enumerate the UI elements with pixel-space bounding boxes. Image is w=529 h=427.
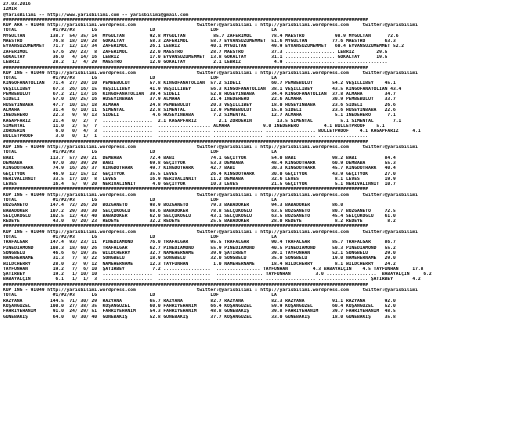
- section-separator: ####################################################################################################################################: [3, 224, 369, 230]
- column-header: TOTAL #1/#2/#3 LG LD LDF LA: [3, 293, 277, 299]
- runner-row: NERİVALİNNIT 33.5 17/ 10/ 8 LEVES 16.9 NERİVALİNNIT 11.2 DEMBABA 32.6 LEVES 8.1 LEVES 19.9: [3, 176, 396, 182]
- runner-row: GUNEBAKIŞ 64.0 0/ 30/ 40 GUNEBAKIŞ 52.8 GUNEBAKIŞ 37.7 KOŞANGUZEL 33.0 GUNEBAKIŞ 18.0 GUNEBAKIŞ 35.8: [3, 314, 396, 320]
- runner-row: SELÇUKOĞLU 102.5 12/ 43/ 40 BABADOKER 62.0 SELÇUKOĞLU 43.1 SELÇUKOĞLU 63.5 BOZGANETO 45.4 SELÇUKOĞLU 61.0: [3, 213, 396, 219]
- runner-row: LEVES 16.4 5/ 9/ 20 NERİVALİNNIT 4.0 GEÇİTYOK 10.3 LEVES 21.5 GEÇİTYOK 5.1 NERİVALİNNIT 10.7: [3, 182, 396, 188]
- runner-row: İNEDEHERO 22.3 9/ 9/ 13 SİDELİ 4.6 HÜSEYİNBABA 7.2 SİMENTAL 12.7 ALMAHA 5.1 İNEDEHERO 7.1: [3, 113, 396, 119]
- report-date: 27.03.2016: [3, 2, 31, 7]
- runner-row: REDEYE 43.0 0/ 20/ 23 REDEYE 32.2 REDEYE 25.5 BABADOKER 28.0 REDEYE 8.2 REDEYE 8.2: [3, 219, 396, 225]
- runner-row: GEÇİTYOK 46.9 12/ 15/ 12 GEÇİTYOK 35.5 LEVES 26.4 KINGDOTHARK 30.0 GEÇİTYOK 43.9 GEÇİTYOK 27.0: [3, 171, 396, 177]
- runner-row: WILDCHERRY 28.0 2/ 9/ 12 NAMEHERNAME 12.3 TAYFUNHAN 1.0 NAMEHERNAME 18.4 WILDCHERRY 8.1 WILDCHERRY 24.2: [3, 261, 396, 267]
- column-header: TOTAL #1/#2/#3 LG LD LDF LA: [3, 197, 277, 203]
- section-separator: ####################################################################################################################################: [3, 187, 369, 193]
- race-header: KUP ING - 91049 http://yarisbilimi.wordpress.com twitter:@yarisbilimi : http://yarisbilimi.wordpress.com twitter:@yarisbilimi: [3, 229, 418, 235]
- race-header: KUP ING - 91049 http://yarisbilimi.wordpress.com twitter:@yarisbilimi : http://yarisbilimi.wordpress.com twitter:@yarisbilimi: [3, 70, 418, 76]
- runner-row: ALMAHA 31.4 6/ 10/ 11 SİMENTAL 22.8 SİMENTAL 12.9 PEMBEBULUT 15.8 SİDELİ 23.6 HÜSEYİNBABA 22.6: [3, 107, 396, 113]
- runner-row: BABADOKER 107.2 29/ 30/ 30 SELÇUKOĞLU 68.6 BABADOKER 78.8 SELÇUKOĞLU 63.5 BOZGANETO 80.7 BOZGANETO 72.5: [3, 208, 396, 214]
- column-header: TOTAL #1/#2/#3 LG LD LDF LA: [3, 76, 277, 82]
- report-contact: @YarisBilimi -- http://www.yarisbilimi.com -- yarisbilimi@gmail.com: [3, 12, 189, 18]
- runner-row: KAGAPFARIZ 21.4 0/ 2/ 7 .................. 2.1 KAGAPFARIZ 2.1 ZORDERİN 13.5 SİMENTAL 5.1 SİMENTAL 7.1: [3, 118, 402, 124]
- runner-row: MYGULTAN 138.7 54/ 35/ 14 MYGULTAN 92.8 MYGULTAN 85.7 ZAFERİMOL 78.4 MAESTRO 98.9 MYGULTAN 72.6: [3, 33, 399, 39]
- runner-row: VEŞİLLİBEY 67.3 26/ 16/ 15 VEŞİLLİBEY 41.9 VEŞİLLİBEY 56.3 KINGOFANATOLIAN 38.1 VEŞİLLİBEY 43.5 KINGOFANATOLIAN 43.4: [3, 86, 402, 92]
- runner-row: EYVANSUZUMEMMET 71.7 12/ 13/ 34 ZAFERİMOL 26.1 LEBRİZ 40.1 MYGULTAN 49.9 EYVANSUZUMEMMET 60.4 EYVANSUZUMEMMET 52.2: [3, 44, 405, 50]
- runner-row: KOŞANGUZEL 100.0 27/ 38/ 35 KOŞANGUZEL 60.0 FAHRIYEHANIM 66.4 KOŞANGUZEL 59.9 KOŞANGUZEL 60.4 KOŞANGUZEL 52.0: [3, 303, 396, 309]
- runner-row: DEMBABA 97.0 30/ 39/ 29 BABİ 69.8 GEÇİTYOK 53.3 DEMBABA 48.4 KINGDOTHARK 60.9 DEMBABA 55.3: [3, 160, 396, 166]
- runner-row: KINGOFANATOLIAN 71.4 27/ 20/ 10 PEMBEBULUT 57.8 KINGOFANATOLIAN 57.2 SİDELİ 60.7 PEMBEBULUT 54.2 VEŞİLLİBEY 45.1: [3, 81, 396, 87]
- runner-row: SİMENTAL 11.0 2/ 5/ 7 .................. ................... ALMAHA 9.0 İNEDEHERO 4.1 BULLETPROOF 5.1: [3, 123, 385, 129]
- runner-row: GÖKALTAY 36.0 4/ 14/ 16 LEBRİZ 17.0 EYVANSUZUMEMMET 13.8 GÖKALTAY 31.1 .................. GÖKALTAY 19.5: [3, 54, 388, 60]
- runner-row: KINGDOTHARK 74.9 16/ 26/ 37 KINGDOTHARK 49.7 KINGDOTHARK 42.7 BABİ 30.3 KINGDOTHARK 45.7 KINGDOTHARK 40.4: [3, 166, 396, 172]
- column-header: TOTAL #1/#2/#3 LG LD LDF LA: [3, 28, 277, 34]
- report-city: İZMİR: [3, 7, 17, 13]
- runner-row: SONGBELU 46.6 6/ 19/ 35 WILDCHERRY 32.7 NAMEHERNAME 39.9 ŞATIRBEY 39.1 TAYFUNHAN 52.1 SONGBELU 29.0: [3, 250, 396, 256]
- runner-row: PINEDIAMOND 108.3 18/ 60/ 26 TRAFALGAR 62.7 PINEDIAMOND 55.9 PINEDIAMOND 40.5 PINEDIAMOND 50.3 PINEDIAMOND 55.2: [3, 245, 396, 251]
- section-separator: ####################################################################################################################################: [3, 17, 369, 23]
- runner-row: ZORDERİN 6.0 0/ 4/ 3 .................. ................... .................. .................. BULLETPROOF 4.1 KAGAPFARIZ 4.1: [3, 129, 421, 135]
- runner-row: NAMEHERNAME 31.3 7/ 8/ 22 SONGBELU 18.9 SONGBELU 32.0 SONGBELU 35.0 SONGBELU 19.0 NAMEHERNAME 29.0: [3, 256, 396, 262]
- section-separator: ####################################################################################################################################: [3, 139, 369, 145]
- column-header: TOTAL #1/#2/#3 LG LD LDF LA: [3, 235, 277, 241]
- runner-row: RAZYANA 144.5 71/ 30/ 29 RAZYANA 65.7 RAZYANA 82.7 RAZYANA 82.3 RAZYANA 91.1 RAZYANA 92.0: [3, 298, 396, 304]
- runner-row: ŞATIRBEY 19.2 1/ 10/ 10 .................. ................... ................. TAYFUNHAN 3.0 .................. BABAYALÇIN 6.2: [3, 272, 432, 278]
- runner-row: PEMBEBULUT 67.2 21/ 13/ 16 KINGOFANATOLIAN 39.4 SİDELİ 52.8 HÜSEYİNBABA 34.4 KINGOFANATOLIAN 37.8 ALMAHA 34.7: [3, 92, 396, 98]
- race-header: KUP ING - 91049 http://yarisbilimi.wordpress.com twitter:@yarisbilimi : http://yarisbilimi.wordpress.com twitter:@yarisbilimi: [3, 192, 418, 198]
- runner-row: BABAYALÇIN 6.1 1/ 1/ 3 .................. ................... ................. .................. .................. ŞATIRBEY 4.2: [3, 277, 421, 283]
- runner-row: LEBRİZ 28.2 1/ 4/ 29 MAESTRO 12.0 GÖKALTAY 2.1 LEBRİZ 4.9 .................. ..................: [3, 60, 388, 66]
- runner-row: HÜSEYİNBABA 47.7 10/ 15/ 18 ALMAHA 24.8 PEMBEBULUT 20.3 VEŞİLLİBEY 18.0 HÜSEYİNBABA 23.6 SİDELİ 26.6: [3, 102, 396, 108]
- report-body: [3, 18, 529, 320]
- race-header: KUP ARA - 91048 http://yarisbilimi.wordpress.com twitter:@yarisbilimi : http://yarisbilimi.wordpress.com twitter:@yarisbilimi: [3, 23, 418, 29]
- runner-row: MAESTRO 76.8 18/ 19/ 28 GÖKALTAY 58.3 ZAFERİMOL 58.7 EYVANSUZUMEMMET 51.6 MYGULTAN 77.6 MAESTRO 63.3: [3, 39, 396, 45]
- column-header: TOTAL #1/#2/#3 LG LD LDF LA: [3, 150, 277, 156]
- runner-row: FAHRIYEHANIM 91.0 24/ 29/ 51 FAHRIYEHANIM 54.3 FAHRIYEHANIM 48.8 GUNEBAKIŞ 39.8 FAHRIYEHANIM 39.7 FAHRIYEHANIM 48.5: [3, 309, 396, 315]
- section-separator: ####################################################################################################################################: [3, 282, 369, 288]
- section-separator: ####################################################################################################################################: [3, 65, 369, 71]
- race-header: KUP ING - 91049 http://yarisbilimi.wordpress.com twitter:@yarisbilimi : http://yarisbilimi.wordpress.com twitter:@yarisbilimi: [3, 145, 418, 151]
- runner-row: SİDELİ 57.0 19/ 25/ 16 HÜSEYİNBABA 37.9 ALMAHA 21.4 İNEDEHERO 22.6 ALMAHA 30.9 PEMBEBULUT 33.7: [3, 97, 396, 103]
- runner-row: ZAFERİMOL 57.6 29/ 23/ 8 ZAFERİMOL 22.0 MAESTRO 28.7 MAESTRO 37.3 .................. LEBRİZ 29.5: [3, 49, 388, 55]
- runner-row: BULLETPROOF 3.0 0/ 1/ 1 .................. ................... .................. .................. ..................: [3, 134, 371, 140]
- runner-row: TRAFALGAR 147.4 93/ 23/ 11 PINEDIAMOND 76.0 TRAFALGAR 95.5 TRAFALGAR 90.4 TRAFALGAR 85.7 TRAFALGAR 86.7: [3, 240, 396, 246]
- runner-row: BABİ 113.7 57/ 29/ 21 DEMBABA 72.4 BABİ 74.1 GEÇİTYOK 54.0 BABİ 98.2 BABİ 84.4: [3, 155, 396, 161]
- runner-row: TAYFUNHAN 19.2 7/ 6/ 10 ŞATIRBEY 7.2 ................. ................ TAYFUNHAN 4.3 BABAYALÇIN 4.5 TAYFUNHAN 17.8: [3, 266, 424, 272]
- race-header: KUP ING - 91049 http://yarisbilimi.wordpress.com twitter:@yarisbilimi : http://yarisbilimi.wordpress.com twitter:@yarisbilimi: [3, 288, 418, 294]
- runner-row: BOZGANETO 147.4 72/ 26/ 20 BOZGANETO 98.9 BOZGANETO 79.3 BABADOKER 94.3 BABADOKER 86.0: [3, 203, 344, 209]
